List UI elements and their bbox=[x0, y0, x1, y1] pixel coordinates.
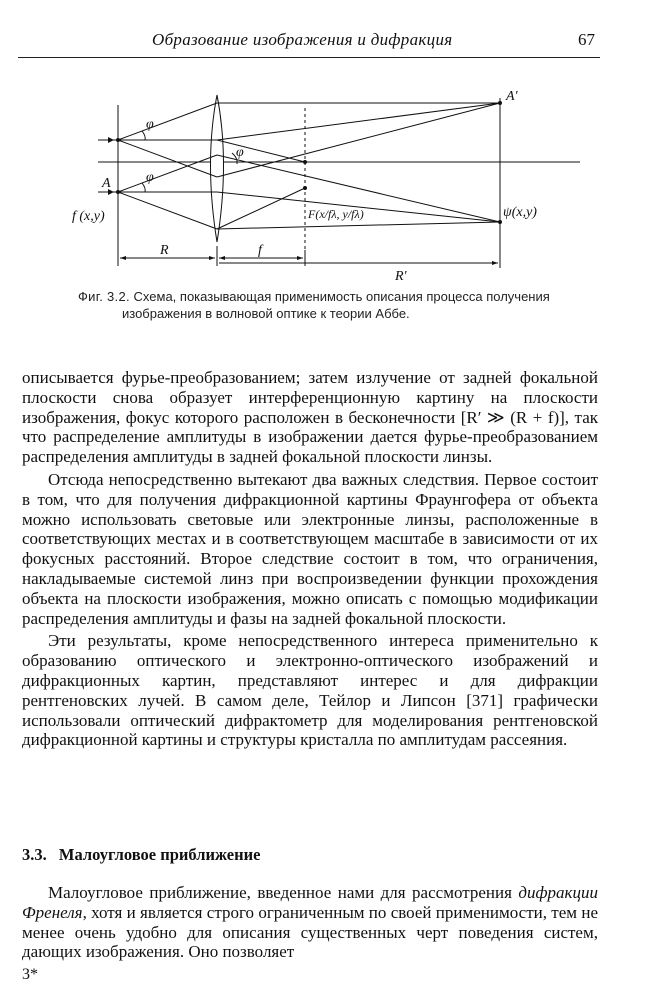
ray bbox=[217, 188, 305, 229]
running-head-title: Образование изображения и дифракция bbox=[152, 30, 453, 49]
caption-label: Фиг. 3.2. bbox=[78, 289, 130, 304]
signature-mark: 3* bbox=[22, 966, 38, 983]
header-rule bbox=[18, 57, 600, 58]
emphasis-fresnel: дифракции Френеля bbox=[22, 883, 598, 922]
caption-line-2: изображения в волновой оптике к теории Аббе. bbox=[122, 306, 410, 321]
caption-line-1: Схема, показывающая применимость описания процесса получения bbox=[133, 289, 550, 304]
label-A-prime: A′ bbox=[506, 89, 518, 104]
lens bbox=[211, 95, 224, 242]
page-number: 67 bbox=[578, 30, 595, 49]
running-head bbox=[0, 30, 666, 54]
ray bbox=[217, 103, 500, 140]
section-number: 3.3. bbox=[22, 845, 47, 864]
section-title: Малоугловое приближение bbox=[58, 845, 261, 864]
ray bbox=[217, 103, 500, 177]
paragraph-2: Отсюда непосредственно вытекают два важных следствия. Первое состоит в том, что для получения дифракционной картины Фраунгофера от объекта можно использовать световые или электронные линзы, расположенные в соответствующих местах и в соответствующем масштабе в зависимости от их фокусных расстояний. Второе следствие состоит в том, что ограничения, накладываемые системой линз при воспроизведении функции прохождения объекта на плоскости изображения, можно описать с помощью модификации распределения амплитуды и фазы на задней фокальной плоскости. bbox=[22, 469, 598, 628]
label-R: R bbox=[160, 243, 169, 258]
section-text bbox=[22, 883, 598, 962]
label-fourier-function: F(x/fλ, y/fλ) bbox=[308, 207, 364, 221]
label-phi-top: φ bbox=[146, 117, 154, 132]
ray bbox=[118, 140, 217, 177]
figure-caption bbox=[78, 288, 608, 322]
ray bbox=[217, 140, 305, 162]
ray bbox=[118, 103, 217, 140]
label-phi-mid: φ bbox=[236, 145, 244, 160]
label-image-function: ψ(x,y) bbox=[503, 205, 537, 220]
label-R-prime: R′ bbox=[395, 269, 407, 284]
main-text bbox=[22, 368, 598, 750]
label-phi-low: φ bbox=[146, 170, 154, 185]
ray bbox=[118, 192, 217, 229]
label-f: f bbox=[258, 243, 262, 258]
optical-diagram bbox=[60, 70, 600, 285]
ray bbox=[118, 155, 217, 192]
label-object-function: f (x,y) bbox=[72, 209, 105, 224]
ray bbox=[217, 222, 500, 229]
section-heading bbox=[22, 845, 260, 865]
paragraph-1: описывается фурье-преобразованием; затем излучение от задней фокальной плоскости снова образует интерференционную картину на плоскости изображения, фокус которого расположен в бесконечности [R′ ≫ (R + f)], так что распределение амплитуды в изображении дается фурье-преобразованием распределения амплитуды в задней фокальной плоскости линзы. bbox=[22, 368, 598, 467]
label-A: A bbox=[102, 176, 111, 191]
paragraph-4: Малоугловое приближение, введенное нами для рассмотрения дифракции Френеля, хотя и является строго ограниченным по своей применимости, тем не менее очень удобно для описания существенных черт поведения систем, дающих изображения. Оно позволяет bbox=[22, 883, 598, 962]
paragraph-3: Эти результаты, кроме непосредственного интереса применительно к образованию оптического и электронно-оптического изображений и дифракционных картин, представляют интерес и для дифракции рентгеновских лучей. В самом деле, Тейлор и Липсон [371] графически использовали оптический дифрактометр для моделирования рентгеновской дифракционной картины и структуры кристалла по амплитудам рассеяния. bbox=[22, 631, 598, 750]
